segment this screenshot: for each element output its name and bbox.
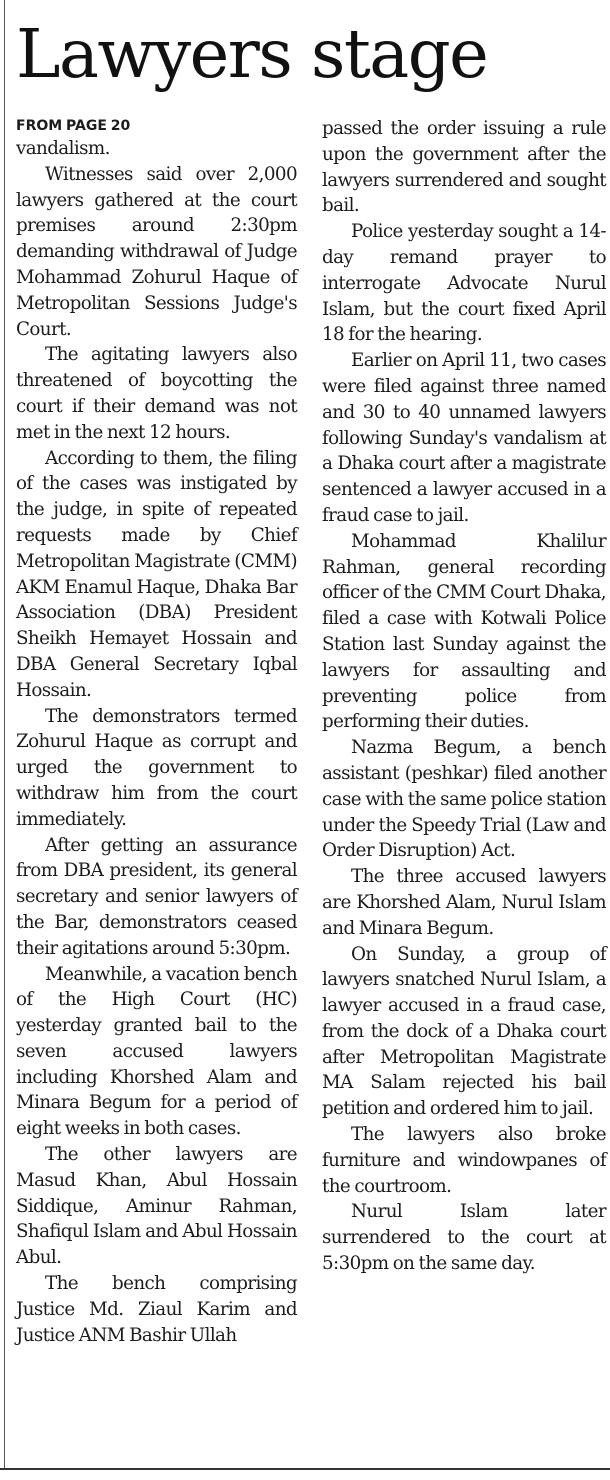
paragraph: After getting an assurance from DBA president, its general secretary and senior lawyers of the Bar, demonstrators ceased their agitations around 5:30pm.: [16, 834, 297, 959]
paragraph: The lawyers also broke furniture and windowpanes of the courtroom.: [322, 1124, 606, 1197]
paragraph: Mohammad Khalilur Rahman, general recording officer of the CMM Court Dhaka, filed a case with Kotwali Police Station last Sunday against the lawyers for assaulting and preventing police from performing their duties.: [322, 530, 606, 733]
paragraph: Witnesses said over 2,000 lawyers gathered at the court premises around 2:30pm demanding withdrawal of Judge Mohammad Zohurul Haque of Metropolitan Sessions Judge's Court.: [16, 163, 297, 340]
column-rule: [4, 0, 5, 1468]
article-body: [16, 116, 606, 1348]
right-column: [322, 116, 606, 1348]
paragraph: On Sunday, a group of lawyers snatched Nurul Islam, a lawyer accused in a fraud case, from the dock of a Dhaka court after Metropolitan Magistrate MA Salam rejected his bail petition and ordered him to jail.: [322, 943, 606, 1120]
headline: Lawyers stage: [16, 15, 488, 93]
paragraph: The demonstrators termed Zohurul Haque as corrupt and urged the government to withdraw him from the court immediately.: [16, 705, 297, 830]
paragraph: The bench comprising Justice Md. Ziaul Karim and Justice ANM Bashir Ullah: [16, 1273, 297, 1346]
paragraph: Earlier on April 11, two cases were filed against three named and 30 to 40 unnamed lawyers following Sunday's vandalism at a Dhaka court after a magistrate sentenced a lawyer accused in a fraud case to jail.: [322, 350, 606, 526]
paragraph: Nurul Islam later surrendered to the court at 5:30pm on the same day.: [322, 1201, 606, 1275]
paragraph: Nazma Begum, a bench assistant (peshkar) filed another case with the same police station under the Speedy Trial (Law and Order Disruption) Act.: [322, 737, 606, 862]
bottom-rule: [0, 1468, 610, 1470]
paragraph: The other lawyers are Masud Khan, Abul Hossain Siddique, Aminur Rahman, Shafiqul Islam and Abul Hossain Abul.: [16, 1144, 297, 1269]
paragraph: According to them, the filing of the cases was instigated by the judge, in spite of repeated requests made by Chief Metropolitan Magistrate (CMM) AKM Enamul Haque, Dhaka Bar Association (DBA) President Sheikh Hemayet Hossain and DBA General Secretary Iqbal Hossain.: [16, 447, 297, 701]
paragraph: The agitating lawyers also threatened of boycotting the court if their demand was not met in the next 12 hours.: [16, 344, 297, 443]
paragraph: The three accused lawyers are Khorshed Alam, Nurul Islam and Minara Begum.: [322, 866, 606, 939]
paragraph: vandalism.: [16, 138, 110, 159]
left-column: [16, 116, 297, 1348]
paragraph: Meanwhile, a vacation bench of the High Court (HC) yesterday granted bail to the seven accused lawyers including Khorshed Alam and Minara Begum for a period of eight weeks in both cases.: [16, 963, 297, 1140]
paragraph: Police yesterday sought a 14-day remand prayer to interrogate Advocate Nurul Islam, but the court fixed April 18 for the hearing.: [322, 221, 606, 346]
paragraph: passed the order issuing a rule upon the government after the lawyers surrendered and sought bail.: [322, 118, 606, 217]
jump-label: FROM PAGE 20: [16, 118, 131, 134]
